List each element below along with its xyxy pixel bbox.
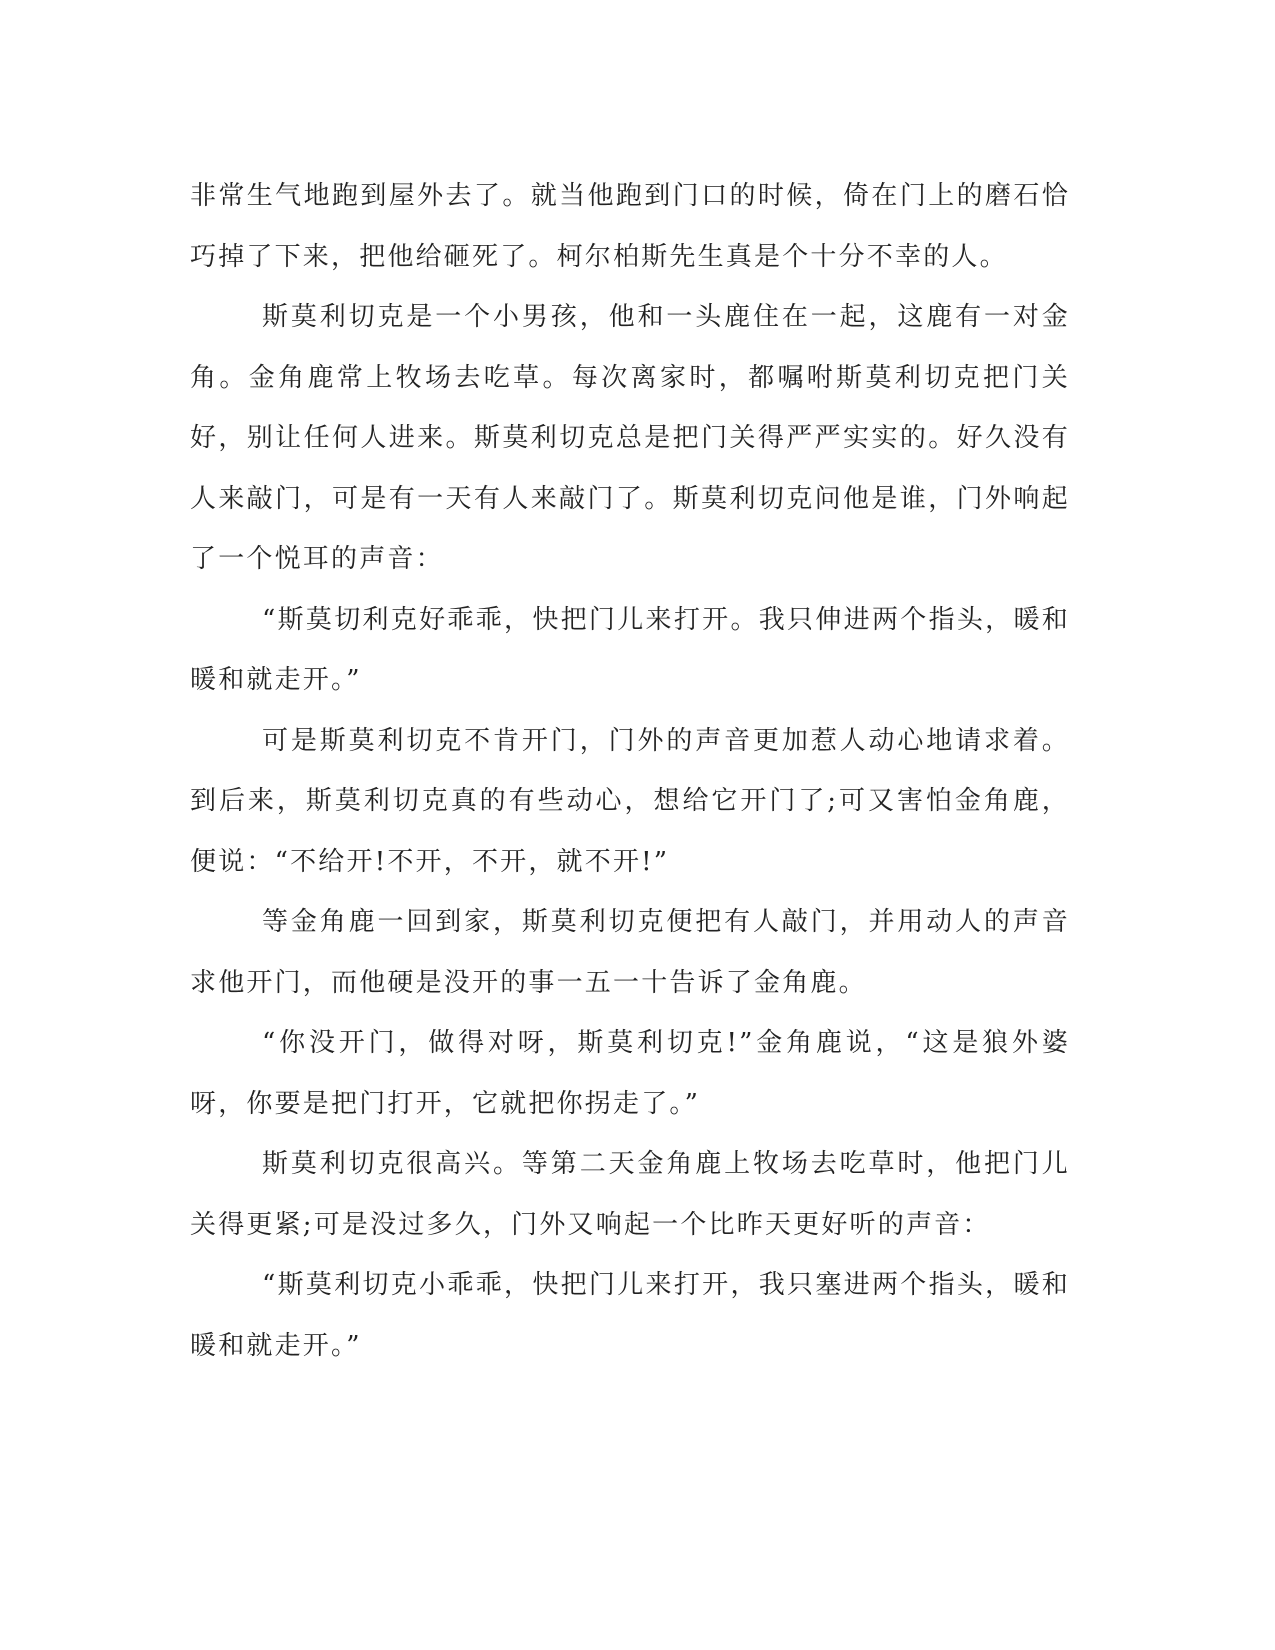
text-line: 响起了一个悦耳的声音： <box>190 483 1070 574</box>
text-line: “斯莫利切克小乖乖，快把门儿来打开，我只塞进两个指头，暖 <box>262 1270 1042 1300</box>
text-line: ，你要是把门打开，它就把你拐走了。” <box>218 1088 701 1119</box>
text-line: 好，别让任何人进来。斯莫利切克总是把门关得严严实实的。好久没 <box>190 423 1042 453</box>
text-line: 和暖和就走开。” <box>190 1270 1070 1361</box>
text-line: 求他开门，而他硬是没开的事一五一十告诉了金角鹿。 <box>190 967 867 998</box>
body-text <box>190 166 1070 1376</box>
text-line: 等金角鹿一回到家，斯莫利切克便把有人敲门，并用动人的声音 <box>262 907 1070 937</box>
paragraph-1 <box>190 166 1070 287</box>
text-line: 可是斯莫利切克不肯开门，门外的声音更加惹人动心地请求着。 <box>262 725 1070 756</box>
paragraph-2 <box>190 287 1070 590</box>
paragraph-7 <box>190 1134 1070 1255</box>
text-line: 非常生气地跑到屋外去了。就当他跑到门口的时候，倚在门上的磨石 <box>190 181 1042 211</box>
paragraph-8 <box>190 1255 1070 1376</box>
text-line: 角。金角鹿常上牧场去吃草。每次离家时，都嘱咐斯莫利切克把门关 <box>190 362 1070 393</box>
paragraph-4 <box>190 711 1070 893</box>
text-line: 便说：“不给开!不开，不开，就不开!” <box>190 846 670 877</box>
paragraph-6 <box>190 1013 1070 1134</box>
text-line: 到后来，斯莫利切克真的有些动心，想给它开门了;可又害怕金角鹿， <box>190 786 1070 816</box>
text-line: 斯莫利切克很高兴。等第二天金角鹿上牧场去吃草时，他把门儿 <box>262 1149 1070 1179</box>
text-line: “斯莫切利克好乖乖，快把门儿来打开。我只伸进两个指头，暖 <box>262 604 1042 635</box>
paragraph-3 <box>190 590 1070 711</box>
text-line: 有人来敲门，可是有一天有人来敲门了。斯莫利切克问他是谁，门外 <box>190 423 1070 514</box>
text-line: 关得更紧;可是没过多久，门外又响起一个比昨天更好听的声音： <box>190 1209 991 1240</box>
text-line: “你没开门，做得对呀，斯莫利切克!”金角鹿说，“这是狼外婆呀 <box>190 1028 1070 1119</box>
text-line: 和暖和就走开。” <box>190 604 1070 695</box>
text-line: 斯莫利切克是一个小男孩，他和一头鹿住在一起，这鹿有一对金 <box>262 302 1070 332</box>
paragraph-5 <box>190 892 1070 1013</box>
text-line: 恰巧掉了下来，把他给砸死了。柯尔柏斯先生真是个十分不幸的人。 <box>190 181 1070 272</box>
